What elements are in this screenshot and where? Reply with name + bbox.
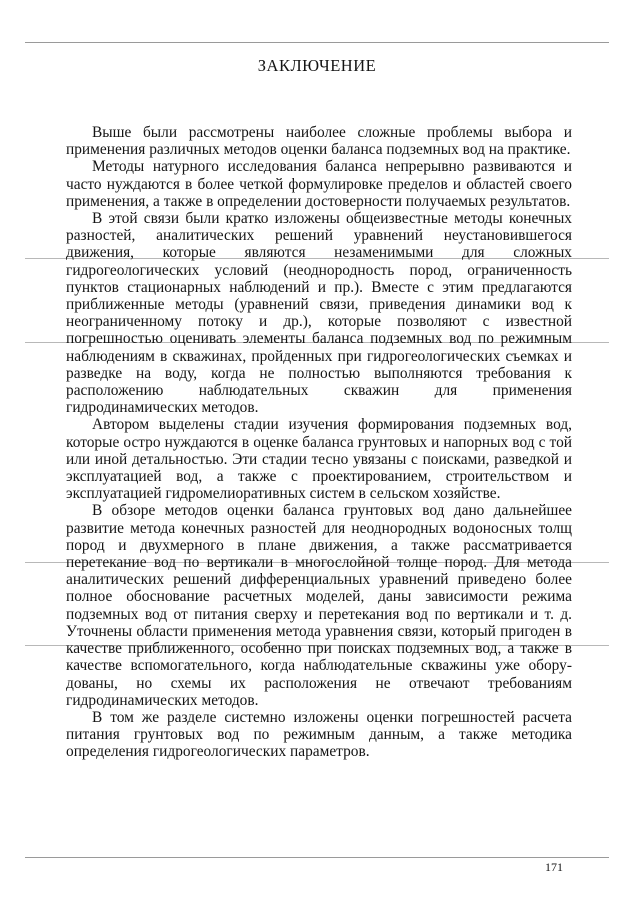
top-rule bbox=[25, 42, 609, 43]
body-text bbox=[66, 124, 572, 761]
paragraph-4: Автором выделены стадии изучения формирования подземных вод, которые остро нуждаются в оценке баланса грунтовых и напорных вод с той или иной детальностью. Эти стадии тесно увязаны с поисками, разведкой и эксплуатацией вод, а также с проектированием, строительством и эксплуатацией гидромелиоративных систем в сельском хозяйстве. bbox=[66, 416, 572, 503]
paragraph-6: В том же разделе системно изложены оценки погрешностей расчета питания грунтовых вод по режимным данным, а также методика определения гидрогеологических параметров. bbox=[66, 708, 572, 761]
bottom-rule bbox=[25, 857, 609, 858]
chapter-title: ЗАКЛЮЧЕНИЕ bbox=[257, 56, 377, 75]
paragraph-3: В этой связи были кратко изложены общеизвестные методы конечных разностей, аналитических решений уравнений неустановившегося движения, которые являются незаменимыми для сложных гидрогеологических условий (неоднородность пород, ограниченность пунктов стационарных наблюдений и пр.). Вместе с этим предлагаются приближенные методы (уравнений связи, приведения динамики вод к неограниченному потоку и др.), которые позволяют с известной погрешностью оценивать элементы баланса подземных вод по режимным наблюдениям в скважинах, пройденных при гидрогеологических съемках и разведке на воду, когда не полностью выполняются требования к расположению наблюдательных скважин для применения гидродинамических методов. bbox=[66, 210, 572, 417]
paragraph-2: Методы натурного исследования баланса непрерывно развиваются и часто нуждаются в более четкой формулировке пределов и областей своего применения, а также в определении достоверности получаемых результатов. bbox=[66, 158, 572, 210]
paragraph-1: Выше были рассмотрены наиболее сложные проблемы выбора и применения различных методов оценки баланса подземных вод на практике. bbox=[66, 124, 572, 159]
paragraph-5: В обзоре методов оценки баланса грунтовых вод дано дальнейшее развитие метода конечных разностей для неоднородных водоносных толщ пород и двухмерного в плане движения, а также рассматривается перетекание вод по вертикали в многослойной толще пород. Для метода аналитических решений дифференциальных уравнений приведено более полное обоснование расчетных моделей, даны зависимости режима подземных вод от питания сверху и перетекания вод по вертикали и т. д. Уточнены области применения метода уравнения связи, который пригоден в качестве приближенного, особенно при поисках подземных вод, а также в качестве вспомогательного, когда наблюдательные скважины уже оборудованы, но схемы их расположения не отвечают требованиям гидродинамических методов. bbox=[66, 502, 572, 709]
page-number: 171 bbox=[545, 860, 563, 874]
